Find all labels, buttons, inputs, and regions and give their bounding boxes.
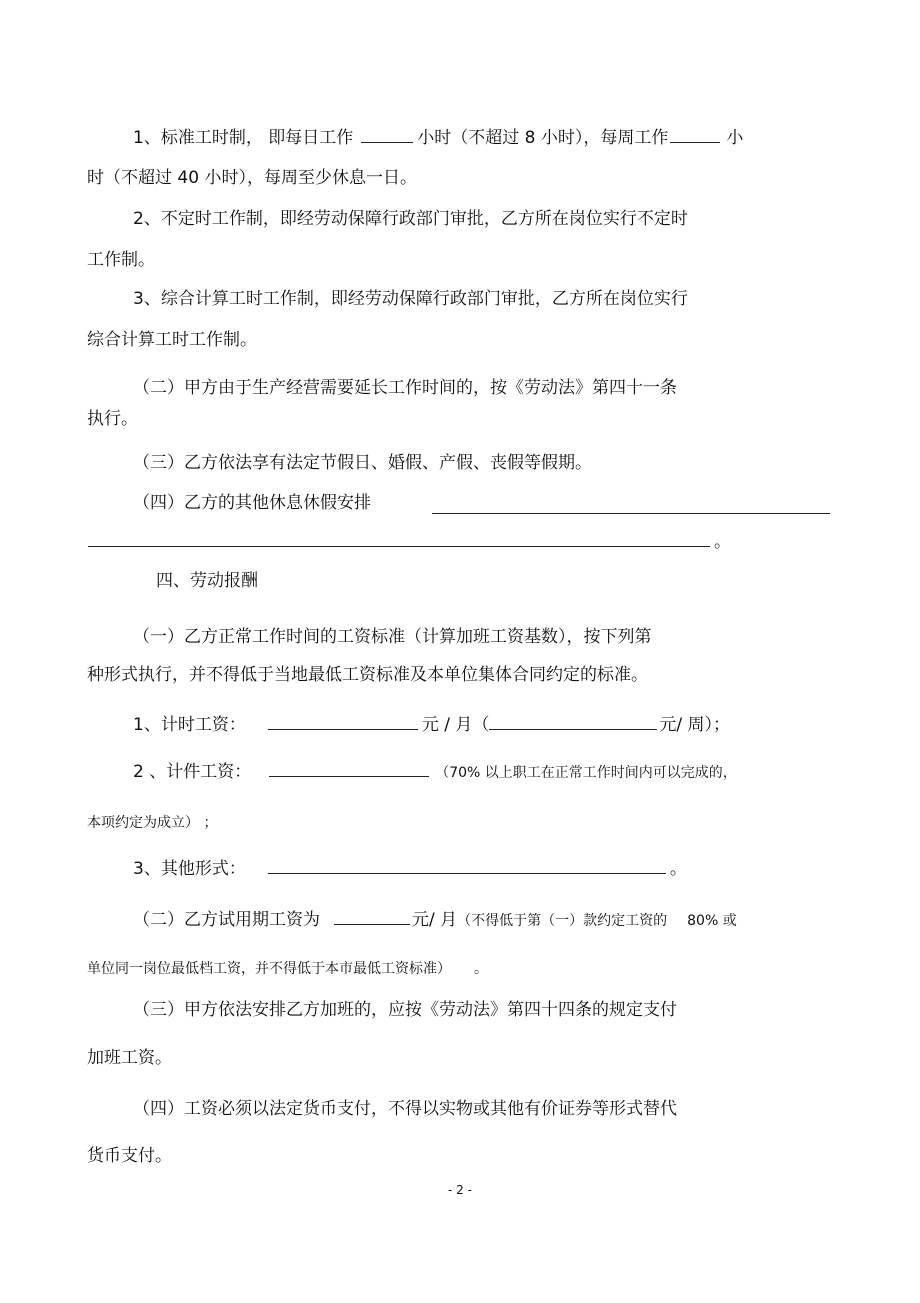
pay-time-text-b: 元 / 月（ <box>421 715 490 735</box>
hours-item3-text-a: 3、综合计算工时工作制，即经劳动保障行政部门审批，乙方所在岗位实行 <box>133 289 688 309</box>
pay-piece-text-b: （70% 以上职工在正常工作时间内可以完成的， <box>435 765 737 781</box>
pay-p4-text-a: （四）工资必须以法定货币支付，不得以实物或其他有价证券等形式替代 <box>133 1099 677 1119</box>
pay-p1-line1 <box>133 626 652 648</box>
hours-item1-line2 <box>87 167 417 189</box>
pay-piece-wage-line <box>133 760 737 784</box>
hours-item2-line2 <box>87 249 155 271</box>
page-number: - 2 - <box>448 1183 472 1197</box>
other-leave-blank-2 <box>88 546 710 547</box>
pay-p3-text-a: （三）甲方依法安排乙方加班的，应按《劳动法》第四十四条的规定支付 <box>133 1000 677 1020</box>
other-form-blank <box>268 857 666 874</box>
pay-p2-text-d: 80% 或 <box>687 913 737 929</box>
hours-item1-line1 <box>133 126 743 149</box>
hours-item1-text-d: 时（不超过 40 小时），每周至少休息一日。 <box>87 168 417 188</box>
other-leave-blank-1 <box>432 513 830 514</box>
hours-item1-text-a: 1、标准工时制， 即每日工作 <box>133 128 354 148</box>
pay-time-text-c: 元/ 周）； <box>659 715 731 735</box>
probation-wage-blank <box>334 908 410 925</box>
pay-p4-line1 <box>133 1098 677 1120</box>
pay-time-wage-line <box>133 713 730 736</box>
pay-p2-text-c: （不得低于第（一）款约定工资的 <box>457 913 668 929</box>
pay-p3-text-b: 加班工资。 <box>87 1048 172 1068</box>
monthly-wage-blank <box>268 713 418 730</box>
weekly-wage-blank <box>489 713 657 730</box>
hours-item1-text-b: 小时（不超过 8 小时），每周工作 <box>417 128 669 148</box>
hours-item2-line1 <box>133 208 688 230</box>
pay-p2-text-e: 单位同一岗位最低档工资，并不得低于本市最低工资标准） <box>87 961 444 977</box>
pay-piece-line2 <box>87 812 217 834</box>
pay-time-text-a: 1、计时工资： <box>133 715 246 735</box>
hours-para3-line <box>133 452 592 474</box>
pay-p2-line2 <box>87 958 488 980</box>
pay-p2-line1 <box>133 908 737 932</box>
hours-item1-text-c: 小 <box>726 128 744 148</box>
hours-para2-text-b: 执行。 <box>87 409 138 429</box>
hours-para2-line2 <box>87 408 138 430</box>
pay-p2-text-a: （二）乙方试用期工资为 <box>133 910 320 930</box>
hours-para4-end-mark: 。 <box>714 532 731 552</box>
hours-para2-text-a: （二）甲方由于生产经营需要延长工作时间的，按《劳动法》第四十一条 <box>133 378 677 398</box>
hours-item2-text-a: 2、不定时工作制，即经劳动保障行政部门审批，乙方所在岗位实行不定时 <box>133 209 688 229</box>
hours-para2-line1 <box>133 377 677 399</box>
pay-p1-line2 <box>87 664 648 686</box>
weekly-hours-blank <box>670 126 720 143</box>
pay-p3-line2 <box>87 1047 172 1069</box>
pay-section-heading <box>156 570 258 592</box>
pay-piece-text-c: 本项约定为成立） ； <box>87 815 218 831</box>
pay-other-form-line <box>133 857 687 880</box>
hours-item3-line1 <box>133 288 688 310</box>
daily-hours-blank <box>361 126 413 143</box>
hours-para4-text-a: （四）乙方的其他休息休假安排 <box>133 493 371 513</box>
hours-para3-text: （三）乙方依法享有法定节假日、婚假、产假、丧假等假期。 <box>133 453 592 473</box>
hours-item2-text-b: 工作制。 <box>87 250 155 270</box>
pay-other-end: 。 <box>669 859 687 879</box>
pay-p2-text-b: 元/ 月 <box>412 910 458 930</box>
pay-p2-text-f: 。 <box>474 961 488 977</box>
hours-item3-line2 <box>87 329 257 351</box>
pay-p1-text-b: 种形式执行，并不得低于当地最低工资标准及本单位集体合同约定的标准。 <box>87 665 648 685</box>
pay-other-text-a: 3、其他形式： <box>133 859 246 879</box>
hours-para4-end <box>714 531 731 553</box>
pay-p4-line2 <box>87 1145 172 1167</box>
pay-piece-text-a: 2 、计件工资： <box>133 762 252 782</box>
hours-item3-text-b: 综合计算工时工作制。 <box>87 330 257 350</box>
pay-p1-text-a: （一）乙方正常工作时间的工资标准（计算加班工资基数），按下列第 <box>133 627 652 647</box>
pay-p4-text-b: 货币支付。 <box>87 1146 172 1166</box>
pay-p3-line1 <box>133 999 677 1021</box>
pay-heading-text: 四、劳动报酬 <box>156 571 258 591</box>
hours-para4-line1 <box>133 492 371 514</box>
piece-wage-blank <box>269 760 429 777</box>
